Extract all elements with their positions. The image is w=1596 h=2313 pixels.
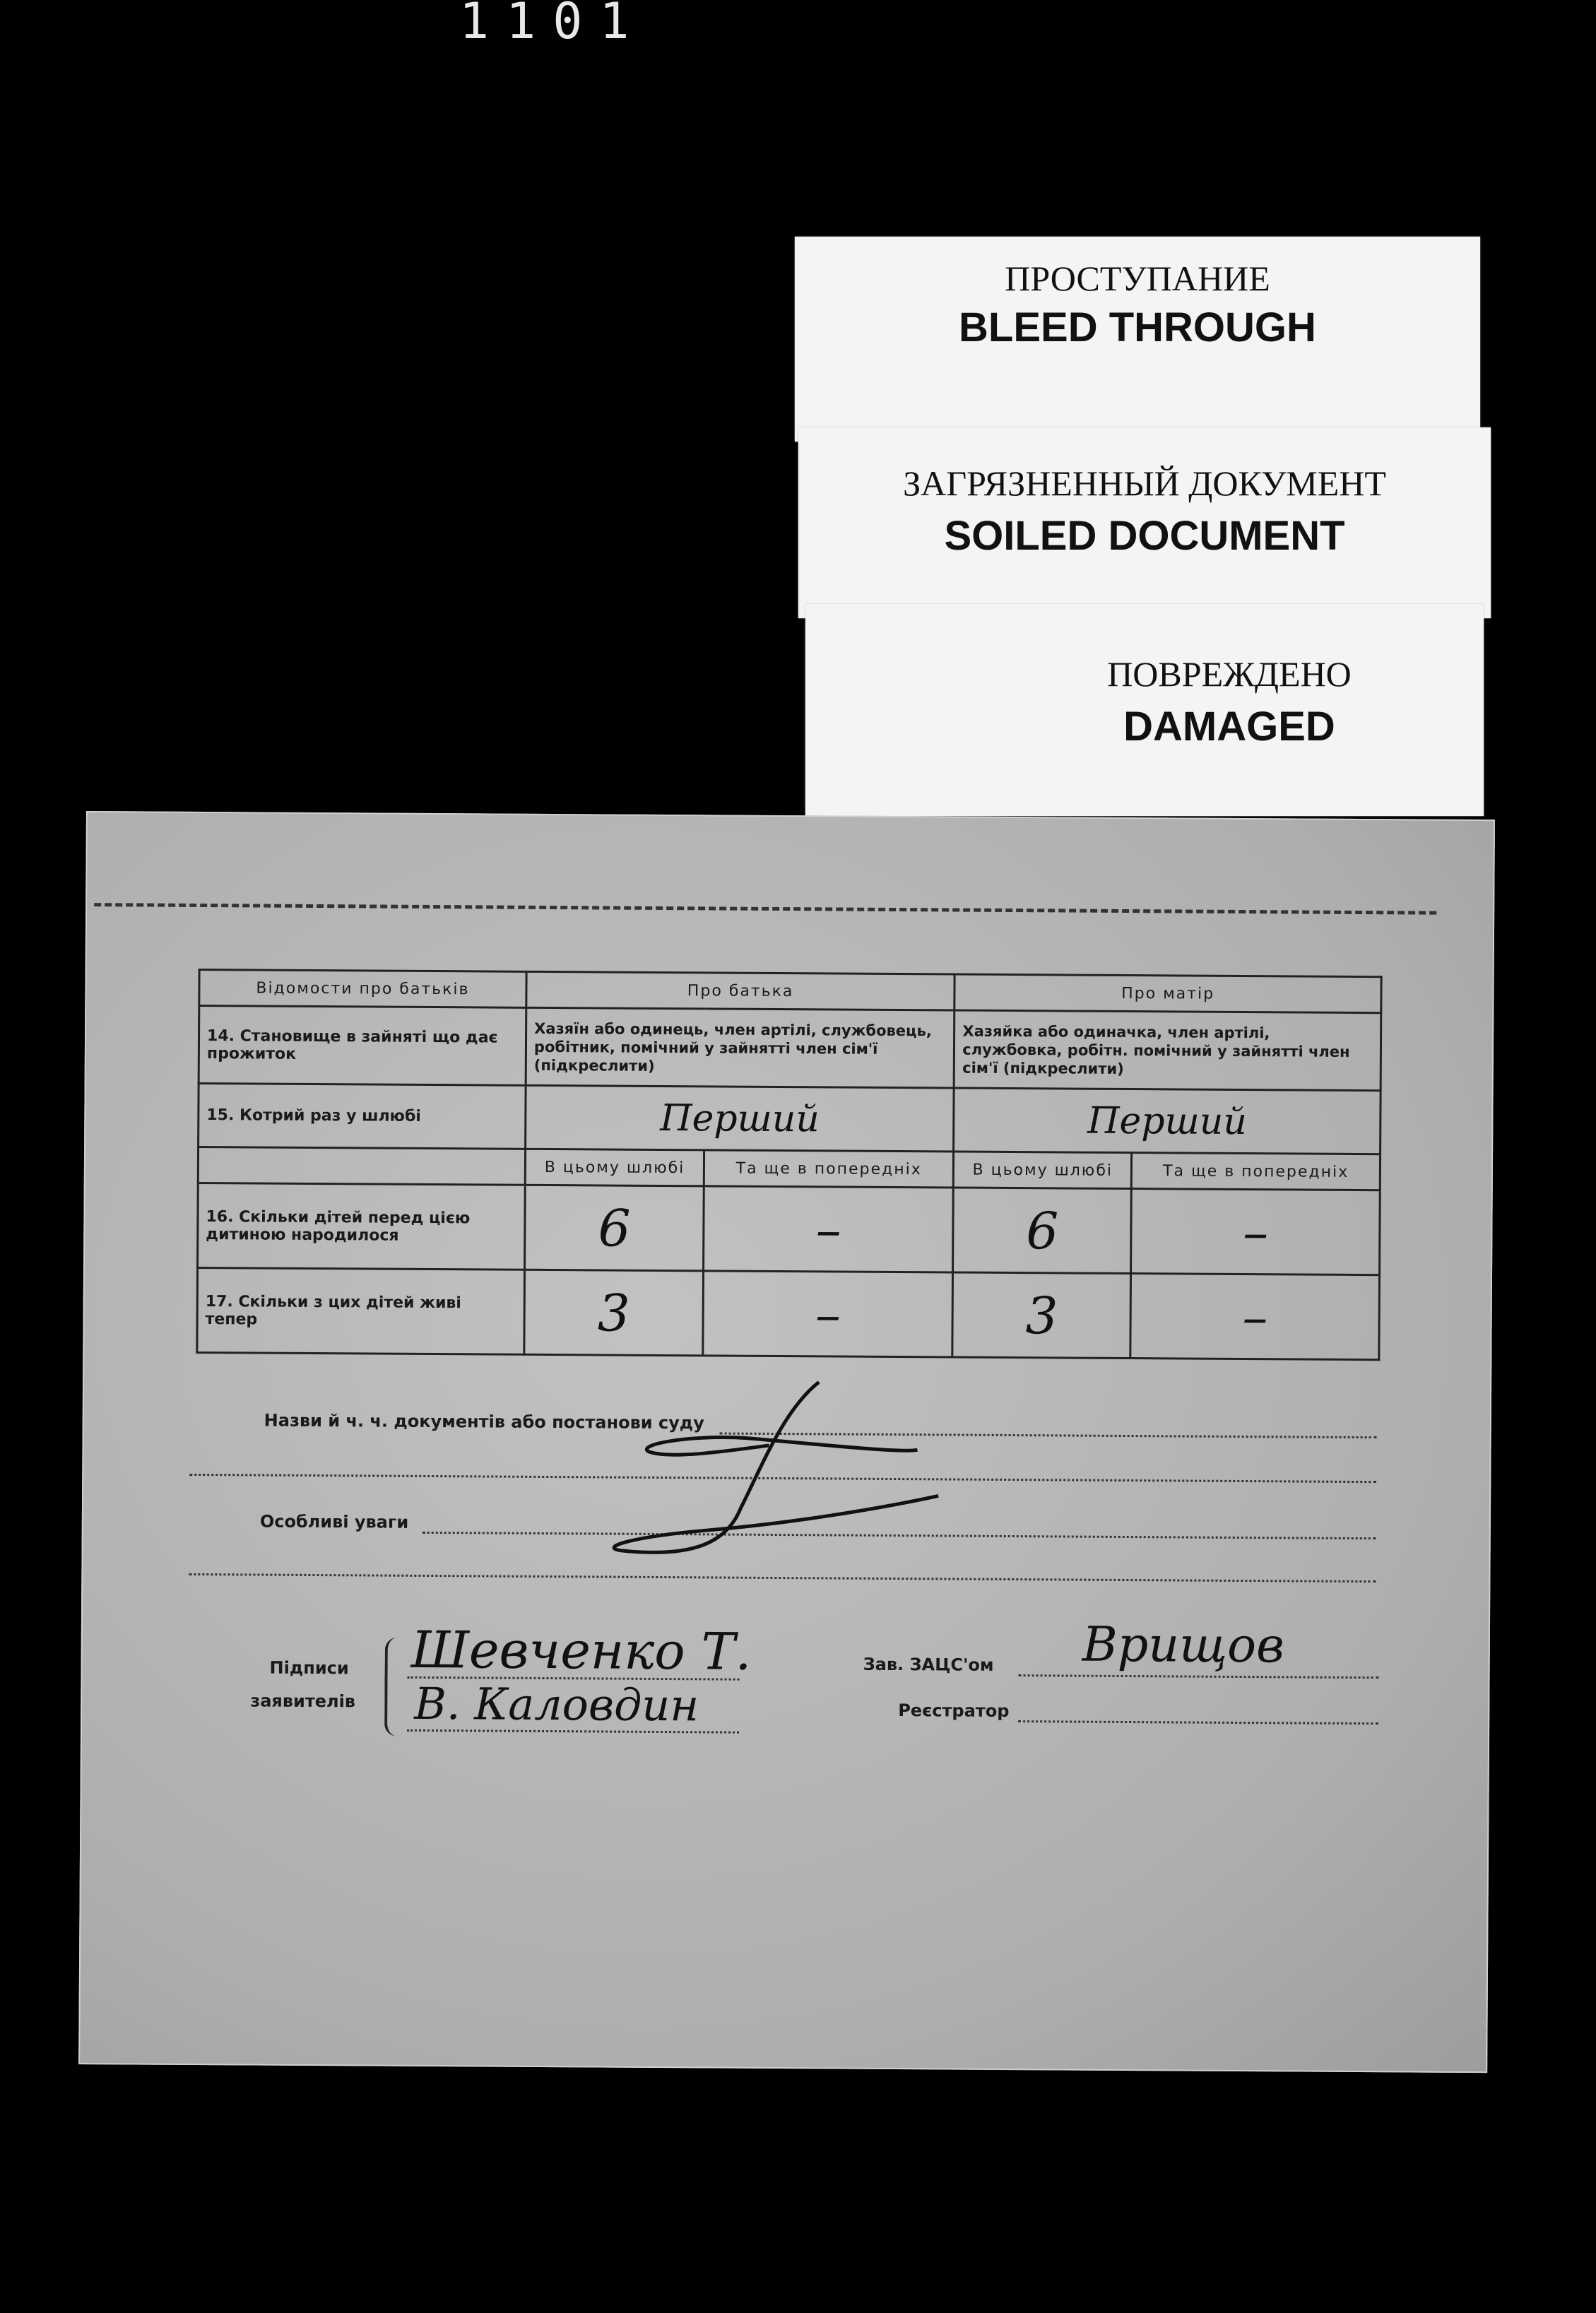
row-15-label: 15. Котрий раз у шлюбі [199, 1083, 526, 1149]
header-parents-info: Відомости про батьків [199, 969, 526, 1007]
father-previous-header: Та ще в попередніх [704, 1150, 954, 1188]
head-label: Зав. ЗАЦС'ом [863, 1654, 994, 1675]
row-16-father-prev: – [704, 1186, 954, 1272]
row-14-father: Хазяїн або одинець, член артілі, службовець, робітник, помічний у зайнятті член сім'ї (підкреслити) [526, 1007, 954, 1088]
row-17-father-prev: – [703, 1271, 953, 1357]
soiled-document-ru: ЗАГРЯЗНЕННЫЙ ДОКУМЕНТ [903, 463, 1386, 503]
applicants-label-2: заявителів [250, 1691, 356, 1712]
mother-previous-header: Та ще в попередніх [1132, 1153, 1381, 1190]
row-14 [199, 1005, 1381, 1090]
damaged-en: DAMAGED [1123, 704, 1335, 750]
row-14-mother: Хазяйка або одиначка, член артілі, службовка, робітн. помічний у зайнятті член сім'ї (підкреслити) [954, 1010, 1381, 1091]
row-16-father-this: 6 [525, 1185, 704, 1271]
row-17-label: 17. Скільки з цих дітей живі тепер [197, 1267, 525, 1354]
row-14-label: 14. Становище в зайняті що дає прожиток [199, 1005, 526, 1085]
soiled-document-en: SOILED DOCUMENT [944, 513, 1345, 559]
film-frame-number: 1101 [459, 0, 646, 50]
bleed-through-ru: ПРОСТУПАНИЕ [1005, 259, 1270, 298]
row-15-father-value: Перший [526, 1085, 954, 1152]
head-signature: Врищов [1082, 1616, 1284, 1674]
subheader-blank [198, 1147, 525, 1185]
bleed-through-en: BLEED THROUGH [959, 304, 1316, 350]
bleed-through-card [795, 237, 1480, 442]
row-16 [198, 1183, 1381, 1274]
mother-this-marriage-header: В цьому шлюбі [954, 1152, 1132, 1189]
row-16-mother-prev: – [1131, 1189, 1380, 1275]
damaged-ru: ПОВРЕЖДЕНО [1107, 654, 1352, 694]
applicants-label-1: Підписи [269, 1657, 349, 1679]
registrar-label: Реєстратор [898, 1700, 1010, 1722]
applicants-brace [384, 1638, 405, 1737]
record-sheet [78, 811, 1495, 2073]
parents-table [196, 969, 1382, 1361]
soiled-document-card [798, 427, 1491, 618]
row-16-mother-this: 6 [953, 1188, 1132, 1274]
damaged-card [805, 604, 1484, 816]
header-mother: Про матір [954, 974, 1381, 1013]
header-father: Про батька [526, 971, 955, 1010]
applicant-2-signature: В. Каловдин [414, 1677, 699, 1732]
row-17-mother-this: 3 [952, 1272, 1131, 1359]
row-15 [199, 1083, 1381, 1154]
applicant-1-signature: Шевченко Т. [410, 1619, 752, 1681]
documents-label: Назви й ч. ч. документів або постанови суду [264, 1410, 704, 1433]
cancel-strike-mark [605, 1367, 1003, 1574]
row-15-mother-value: Перший [954, 1088, 1381, 1154]
row-17 [197, 1267, 1380, 1359]
row-16-label: 16. Скільки дітей перед цією дитиною народилося [198, 1183, 526, 1270]
row-17-mother-prev: – [1130, 1274, 1379, 1360]
notes-label: Особливі уваги [259, 1511, 409, 1532]
father-this-marriage-header: В цьому шлюбі [525, 1149, 704, 1186]
row-17-father-this: 3 [524, 1270, 704, 1356]
